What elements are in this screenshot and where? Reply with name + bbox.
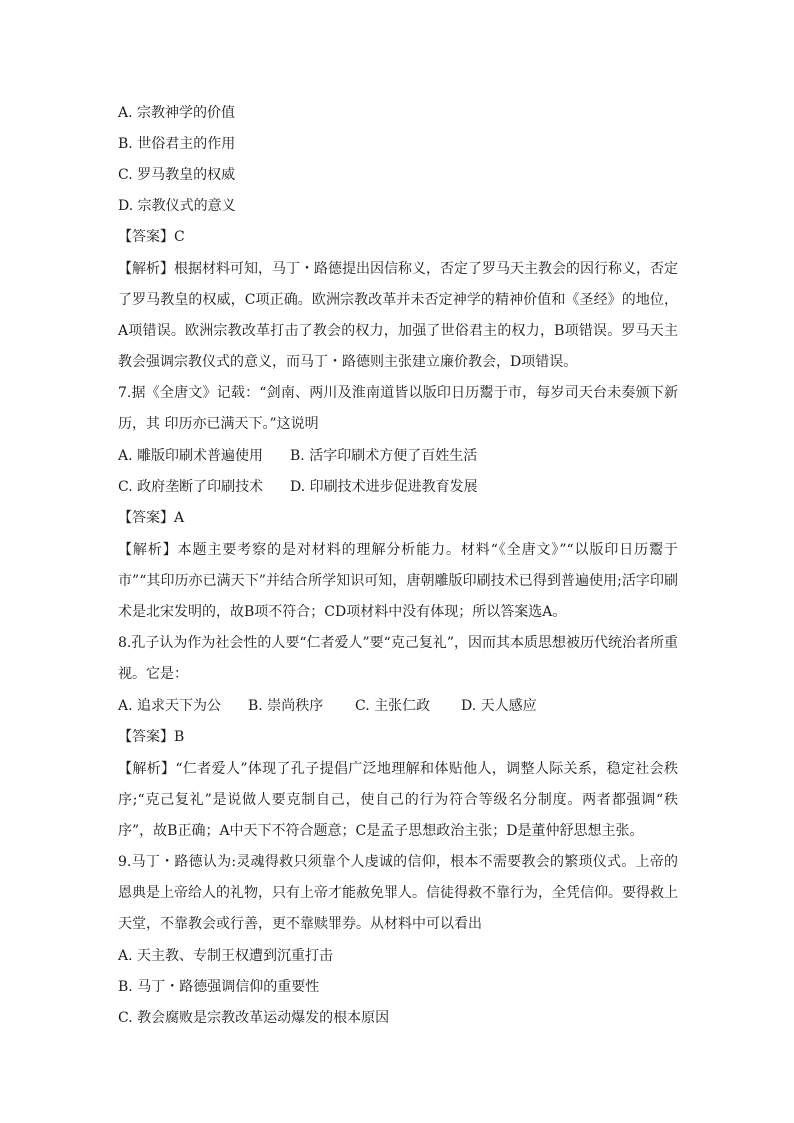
q8-stem: 8.孔子认为作为社会性的人要“仁者爱人”要“克己复礼”，因而其本质思想被历代统治者所重视。它是： [118,635,678,682]
q8-analysis: 【解析】“仁者爱人”体现了孔子提倡广泛地理解和体贴他人，调整人际关系，稳定社会秩序;“克己复礼”是说做人要克制自己，使自己的行为符合等级名分制度。两者都强调“秩序”，故B正确；A中天下不符合题意；C是孟子思想政治主张；D是董仲舒思想主张。 [118,761,678,839]
q7-option-a: A. 雕版印刷术普遍使用 [118,448,264,464]
q6-option-a: A. 宗教神学的价值 [118,105,236,121]
q7-option-c: C. 政府垄断了印刷技术 [118,479,264,495]
q9-stem: 9.马丁・路德认为:灵魂得救只须靠个人虔诚的信仰，根本不需要教会的繁琐仪式。上帝的恩典是上帝给人的礼物，只有上帝才能赦免罪人。信徒得救不靠行为，全凭信仰。要得救上天堂，不靠教会或行善，更不靠赎罪券。从材料中可以看出 [118,854,678,932]
q6-option-d: D. 宗教仪式的意义 [118,198,236,214]
q7-options-row-1 [118,447,477,465]
q6-analysis: 【解析】根据材料可知，马丁・路德提出因信称义，否定了罗马天主教会的因行称义，否定了罗马教皇的权威，C项正确。欧洲宗教改革并未否定神学的精神价值和《圣经》的地位，A项错误。欧洲宗教改革打击了教会的权力，加强了世俗君主的权力，B项错误。罗马天主教会强调宗教仪式的意义，而马丁・路德则主张建立廉价教会，D项错误。 [118,261,678,370]
q7-answer: 【答案】A [118,510,185,526]
q8-option-c: C. 主张仁政 [355,698,431,714]
q8-option-b: B. 崇尚秩序 [248,698,324,714]
q7-option-b: B. 活字印刷术方便了百姓生活 [290,448,478,464]
q8-answer: 【答案】B [118,729,185,745]
q7-options-row-2 [118,478,478,496]
q6-option-c: C. 罗马教皇的权威 [118,167,236,183]
q9-option-a: A. 天主教、专制王权遭到沉重打击 [118,948,334,964]
q8-option-a: A. 追求天下为公 [118,698,222,714]
q7-stem: 7.据《全唐文》记载：“剑南、两川及淮南道皆以版印日历鬻于市，每岁司天台未奏颁下新历，其 印历亦已满天下。”这说明 [118,385,678,432]
q8-option-d: D. 天人感应 [461,698,537,714]
q9-option-c: C. 教会腐败是宗教改革运动爆发的根本原因 [118,1010,390,1026]
q8-options-row [118,697,537,715]
q9-option-b: B. 马丁・路德强调信仰的重要性 [118,979,320,995]
q6-option-b: B. 世俗君主的作用 [118,136,236,152]
q7-option-d: D. 印刷技术进步促进教育发展 [290,479,478,495]
q6-answer: 【答案】C [118,229,185,245]
q7-analysis: 【解析】本题主要考察的是对材料的理解分析能力。材料“《全唐文》”“以版印日历鬻于市”“其印历亦已满天下”并结合所学知识可知，唐朝雕版印刷技术已得到普遍使用;活字印刷术是北宋发明的，故B项不符合；CD项材料中没有体现；所以答案选A。 [118,542,678,620]
